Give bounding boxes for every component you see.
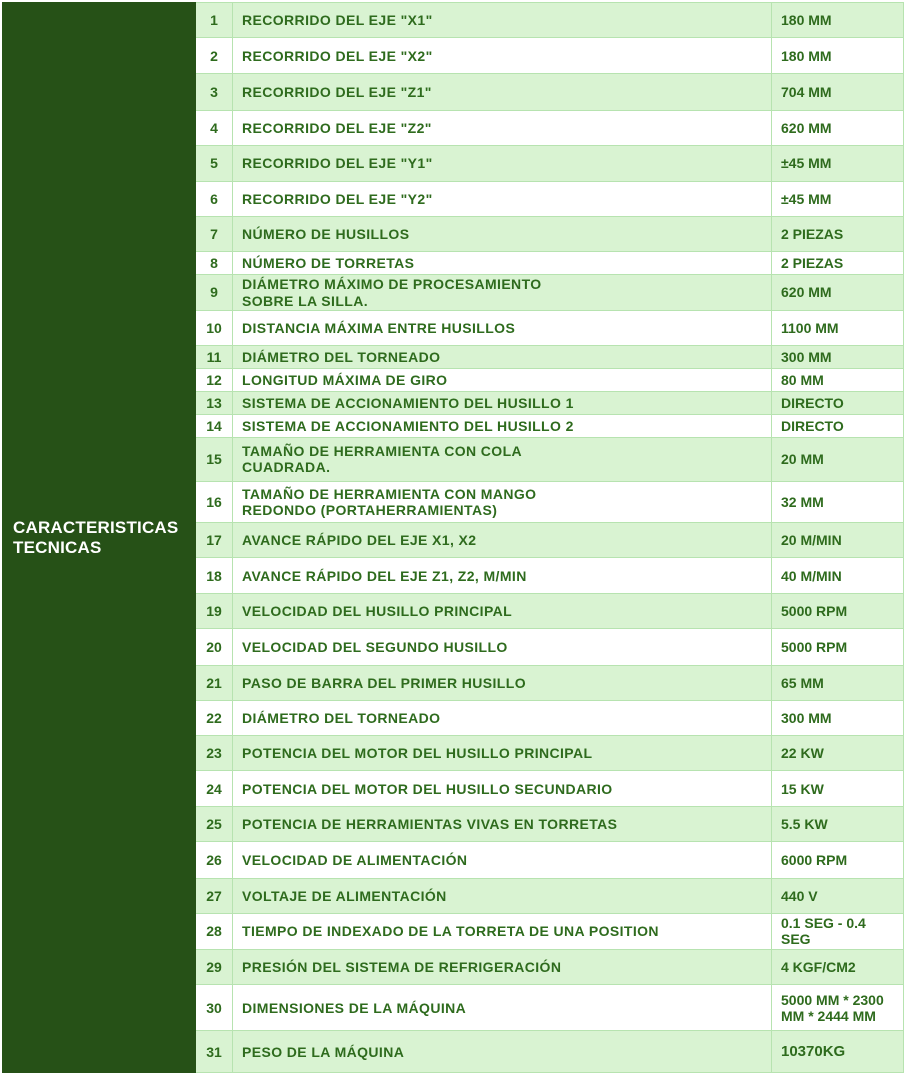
spec-name-text: DIMENSIONES DE LA MÁQUINA [242,999,467,1016]
spec-value [772,145,904,181]
spec-value-text: 620 MM [781,119,832,136]
spec-value-text: 5.5 KW [781,816,828,833]
spec-name-text: DISTANCIA MÁXIMA ENTRE HUSILLOS [242,319,516,336]
row-number: 10 [196,310,233,345]
spec-value-text: 20 M/MIN [781,531,842,548]
spec-value [772,217,904,252]
spec-value-text: 300 MM [781,709,832,726]
spec-name-text: TAMAÑO DE HERRAMIENTA CON MANGO REDONDO (PORTAHERRAMIENTAS) [242,485,537,518]
spec-name [233,557,772,593]
spec-value-text: 440 V [781,887,818,904]
spec-name-text: DIÁMETRO DEL TORNEADO [242,709,441,726]
spec-name-text: SISTEMA DE ACCIONAMIENTO DEL HUSILLO 2 [242,418,574,435]
row-number: 9 [196,275,233,310]
row-number: 7 [196,217,233,252]
row-number: 17 [196,522,233,557]
spec-value-text: 32 MM [781,493,824,510]
spec-name [233,217,772,252]
spec-value [772,950,904,985]
row-number: 3 [196,74,233,110]
row-number: 13 [196,392,233,415]
spec-name-text: VELOCIDAD DEL HUSILLO PRINCIPAL [242,603,513,620]
spec-value-text: 0.1 SEG - 0.4 SEG [781,915,866,948]
spec-value-text: 6000 RPM [781,852,848,868]
row-number: 20 [196,629,233,665]
row-number: 12 [196,368,233,391]
spec-value-text: 5000 RPM [781,603,848,620]
spec-name [233,438,772,481]
row-number: 19 [196,594,233,629]
spec-name [233,310,772,345]
spec-name-text: AVANCE RÁPIDO DEL EJE Z1, Z2, M/MIN [242,567,527,584]
spec-name-text: PESO DE LA MÁQUINA [242,1043,405,1060]
spec-name [233,665,772,700]
spec-value-text: 180 MM [781,47,832,64]
row-number: 8 [196,252,233,275]
spec-value [772,807,904,842]
spec-name [233,345,772,368]
spec-value [772,392,904,415]
spec-value [772,181,904,216]
spec-name-text: TAMAÑO DE HERRAMIENTA CON COLA CUADRADA. [242,443,522,476]
spec-value [772,252,904,275]
spec-name-text: LONGITUD MÁXIMA DE GIRO [242,371,448,388]
spec-value [772,368,904,391]
spec-name-text: SISTEMA DE ACCIONAMIENTO DEL HUSILLO 1 [242,395,574,412]
spec-name-text: POTENCIA DE HERRAMIENTAS VIVAS EN TORRETAS [242,816,618,833]
spec-name [233,985,772,1031]
row-number: 23 [196,735,233,770]
spec-value [772,438,904,481]
spec-name [233,3,772,38]
spec-name [233,181,772,216]
spec-value-text: 4 KGF/CM2 [781,959,856,976]
row-number: 18 [196,557,233,593]
spec-value [772,38,904,74]
spec-name-text: RECORRIDO DEL EJE "X2" [242,47,433,64]
spec-value-text: 15 KW [781,780,824,797]
spec-name [233,275,772,310]
spec-name-text: VOLTAJE DE ALIMENTACIÓN [242,887,447,904]
spec-name [233,913,772,949]
spec-value-text: 2 PIEZAS [781,226,844,243]
spec-value [772,842,904,878]
row-number: 25 [196,807,233,842]
table-row [3,3,904,38]
row-number: 14 [196,415,233,438]
spec-value-text: 704 MM [781,83,832,100]
spec-name-text: RECORRIDO DEL EJE "Z2" [242,119,432,136]
spec-value [772,522,904,557]
spec-name [233,252,772,275]
spec-value [772,735,904,770]
spec-name-text: NÚMERO DE HUSILLOS [242,226,410,243]
spec-value-text: 65 MM [781,674,824,691]
spec-value [772,594,904,629]
spec-value [772,275,904,310]
spec-name [233,1031,772,1073]
spec-name-text: DIÁMETRO DEL TORNEADO [242,348,441,365]
row-number: 5 [196,145,233,181]
row-number: 16 [196,481,233,522]
spec-name [233,700,772,735]
spec-value-text: 180 MM [781,12,832,29]
spec-name [233,735,772,770]
spec-value [772,3,904,38]
spec-value-text: ±45 MM [781,190,832,207]
row-number: 31 [196,1031,233,1073]
spec-value-text: 80 MM [781,371,824,388]
spec-value-text: 1100 MM [781,319,839,336]
spec-value-text: 40 M/MIN [781,567,842,584]
spec-name-text: POTENCIA DEL MOTOR DEL HUSILLO SECUNDARIO [242,780,613,797]
row-number: 2 [196,38,233,74]
row-number: 21 [196,665,233,700]
spec-name-text: RECORRIDO DEL EJE "X1" [242,12,433,29]
spec-name [233,522,772,557]
spec-value-text: 22 KW [781,744,824,761]
spec-value [772,310,904,345]
spec-value [772,878,904,913]
spec-name [233,415,772,438]
spec-value [772,771,904,807]
spec-name-text: DIÁMETRO MÁXIMO DE PROCESAMIENTO SOBRE LA SILLA. [242,276,542,309]
row-number: 24 [196,771,233,807]
spec-value-text: DIRECTO [781,418,844,435]
spec-value-text: 10370KG [781,1043,846,1061]
row-number: 30 [196,985,233,1031]
spec-value-text: ±45 MM [781,155,832,172]
spec-name [233,481,772,522]
spec-name [233,629,772,665]
spec-name-text: VELOCIDAD DEL SEGUNDO HUSILLO [242,638,508,655]
spec-name [233,38,772,74]
spec-name [233,368,772,391]
row-number: 11 [196,345,233,368]
spec-name-text: PRESIÓN DEL SISTEMA DE REFRIGERACIÓN [242,959,562,976]
spec-name-text: RECORRIDO DEL EJE "Z1" [242,83,432,100]
spec-value [772,481,904,522]
spec-name [233,771,772,807]
spec-value [772,557,904,593]
spec-name [233,807,772,842]
spec-value-text: 2 PIEZAS [781,255,844,272]
spec-value-text: 5000 MM * 2300 MM * 2444 MM [781,991,884,1024]
spec-name-text: NÚMERO DE TORRETAS [242,255,415,272]
spec-value-text: 620 MM [781,284,832,301]
spec-value [772,74,904,110]
spec-value [772,665,904,700]
spec-name [233,392,772,415]
row-number: 26 [196,842,233,878]
spec-name-text: RECORRIDO DEL EJE "Y2" [242,190,433,207]
spec-value [772,700,904,735]
spec-name [233,950,772,985]
spec-name-text: PASO DE BARRA DEL PRIMER HUSILLO [242,674,527,691]
spec-value [772,1031,904,1073]
row-number: 27 [196,878,233,913]
spec-name-text: RECORRIDO DEL EJE "Y1" [242,155,433,172]
spec-name [233,145,772,181]
specs-table [2,2,904,1073]
spec-value-text: 20 MM [781,451,824,468]
spec-value-text: 5000 RPM [781,638,848,655]
row-number: 29 [196,950,233,985]
spec-value [772,345,904,368]
spec-name-text: VELOCIDAD DE ALIMENTACIÓN [242,852,468,868]
spec-name [233,594,772,629]
row-number: 28 [196,913,233,949]
spec-name-text: AVANCE RÁPIDO DEL EJE X1, X2 [242,531,477,548]
spec-name [233,878,772,913]
row-number: 1 [196,3,233,38]
spec-value [772,913,904,949]
spec-name-text: TIEMPO DE INDEXADO DE LA TORRETA DE UNA POSITION [242,923,659,940]
row-number: 4 [196,110,233,145]
row-number: 6 [196,181,233,216]
spec-value-text: DIRECTO [781,395,844,412]
spec-value [772,415,904,438]
spec-name-text: POTENCIA DEL MOTOR DEL HUSILLO PRINCIPAL [242,744,593,761]
section-label: CARACTERISTICAS TECNICAS [3,3,196,1073]
spec-value-text: 300 MM [781,348,832,365]
row-number: 15 [196,438,233,481]
spec-name [233,74,772,110]
spec-value [772,985,904,1031]
specs-table-body [3,3,904,1073]
spec-name [233,110,772,145]
spec-name [233,842,772,878]
row-number: 22 [196,700,233,735]
spec-value [772,629,904,665]
spec-value [772,110,904,145]
